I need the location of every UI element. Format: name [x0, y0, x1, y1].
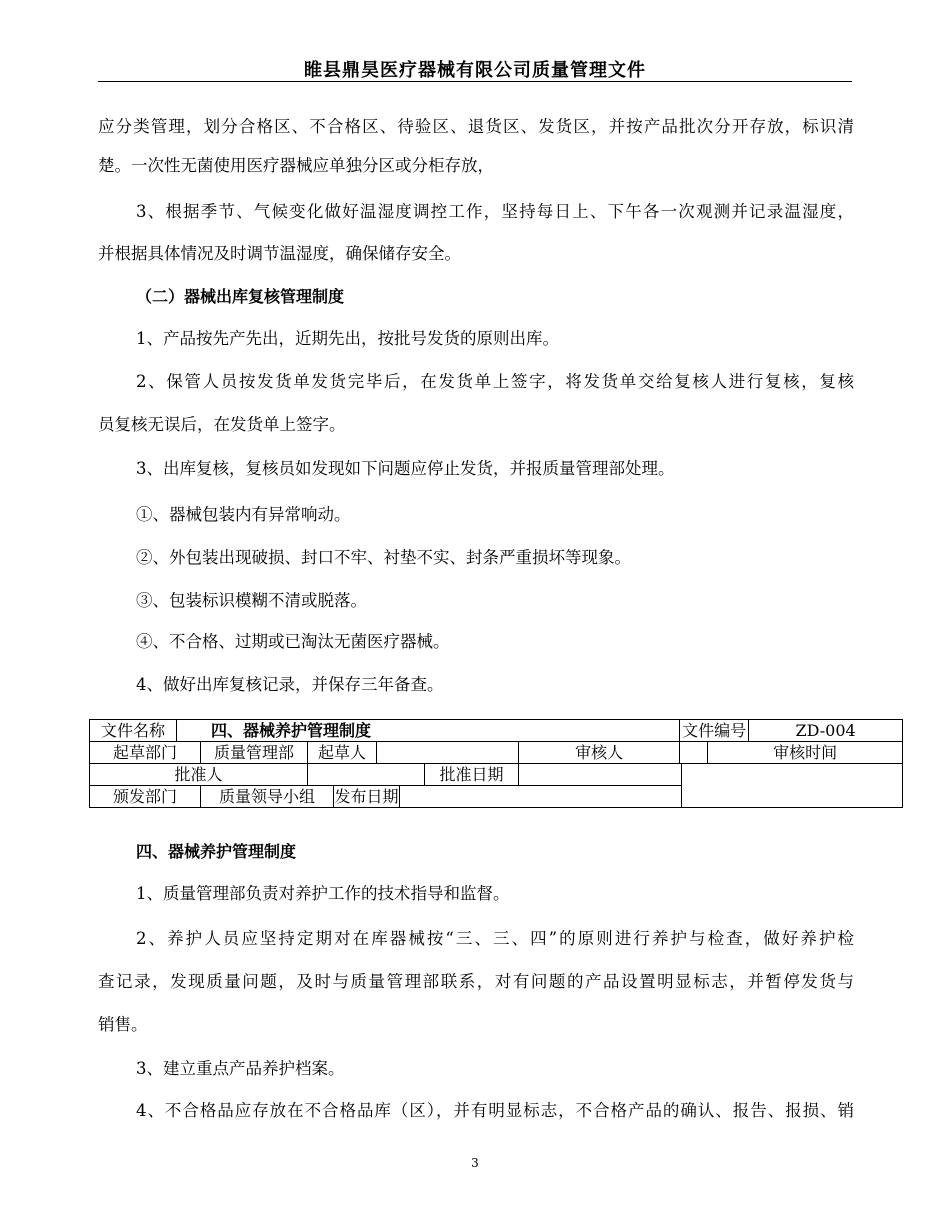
document-info-table: [89, 719, 903, 808]
paragraph-line: 应分类管理，划分合格区、不合格区、待验区、退货区、发货区，并按产品批次分开存放，标识清: [98, 117, 854, 136]
list-item: ③、包装标识模糊不清或脱落。: [136, 591, 367, 610]
file-code-value: ZD-004: [749, 720, 903, 742]
document-header-title: 睢县鼎昊医疗器械有限公司质量管理文件: [304, 60, 646, 81]
paragraph-line: 1、产品按先产先出，近期先出，按批号发货的原则出库。: [136, 329, 559, 348]
paragraph-line: 3、根据季节、气候变化做好温湿度调控工作，坚持每日上、下午各一次观测并记录温湿度，: [136, 202, 854, 221]
draft-dept-value: 质量管理部: [201, 742, 308, 764]
paragraph-line: 3、建立重点产品养护档案。: [136, 1059, 345, 1078]
issue-dept-label: 颁发部门: [90, 786, 201, 808]
paragraph-line: 3、出库复核，复核员如发现如下问题应停止发货，并报质量管理部处理。: [136, 459, 675, 478]
approve-date-label: 批准日期: [425, 764, 519, 786]
file-name-label: 文件名称: [90, 720, 177, 742]
issue-dept-value: 质量领导小组: [201, 786, 334, 808]
paragraph-line: 并根据具体情况及时调节温湿度，确保储存安全。: [98, 244, 461, 263]
list-item: ①、器械包装内有异常响动。: [136, 505, 351, 524]
section-heading: 四、器械养护管理制度: [136, 842, 297, 861]
paragraph-line: 楚。一次性无菌使用医疗器械应单独分区或分柜存放，: [98, 156, 494, 175]
file-code-label: 文件编号: [680, 720, 749, 742]
paragraph-line: 4、不合格品应存放在不合格品库（区），并有明显标志，不合格产品的确认、报告、报损、销: [136, 1101, 854, 1120]
paragraph-line: 销售。: [98, 1015, 148, 1034]
drafter-value: [377, 742, 519, 764]
list-item: ④、不合格、过期或已淘汰无菌医疗器械。: [136, 632, 450, 651]
approver-label: 批准人: [90, 764, 308, 786]
paragraph-line: 2、养护人员应坚持定期对在库器械按“三、三、四”的原则进行养护与检查，做好养护检: [136, 929, 854, 948]
approve-date-value: [519, 764, 682, 786]
drafter-label: 起草人: [308, 742, 377, 764]
list-item: ②、外包装出现破损、封口不牢、衬垫不实、封条严重损坏等现象。: [136, 548, 631, 567]
draft-dept-label: 起草部门: [90, 742, 201, 764]
review-time-label: 审核时间: [708, 742, 903, 764]
reviewer-value: [680, 742, 708, 764]
paragraph-line: 员复核无误后，在发货单上签字。: [98, 415, 346, 434]
section-heading: （二）器械出库复核管理制度: [136, 287, 345, 306]
review-time-value: [682, 764, 903, 808]
reviewer-label: 审核人: [519, 742, 680, 764]
publish-date-value: [400, 786, 682, 808]
header-rule: [98, 81, 852, 82]
page-number: 3: [471, 1156, 479, 1170]
paragraph-line: 2、保管人员按发货单发货完毕后，在发货单上签字，将发货单交给复核人进行复核，复核: [136, 372, 854, 391]
paragraph-line: 1、质量管理部负责对养护工作的技术指导和监督。: [136, 884, 510, 903]
approver-value: [308, 764, 425, 786]
file-name-value: 四、器械养护管理制度: [177, 720, 680, 742]
paragraph-line: 查记录，发现质量问题，及时与质量管理部联系，对有问题的产品设置明显标志，并暂停发货与: [98, 972, 854, 991]
publish-date-label: 发布日期: [334, 787, 399, 806]
paragraph-line: 4、做好出库复核记录，并保存三年备查。: [136, 675, 444, 694]
